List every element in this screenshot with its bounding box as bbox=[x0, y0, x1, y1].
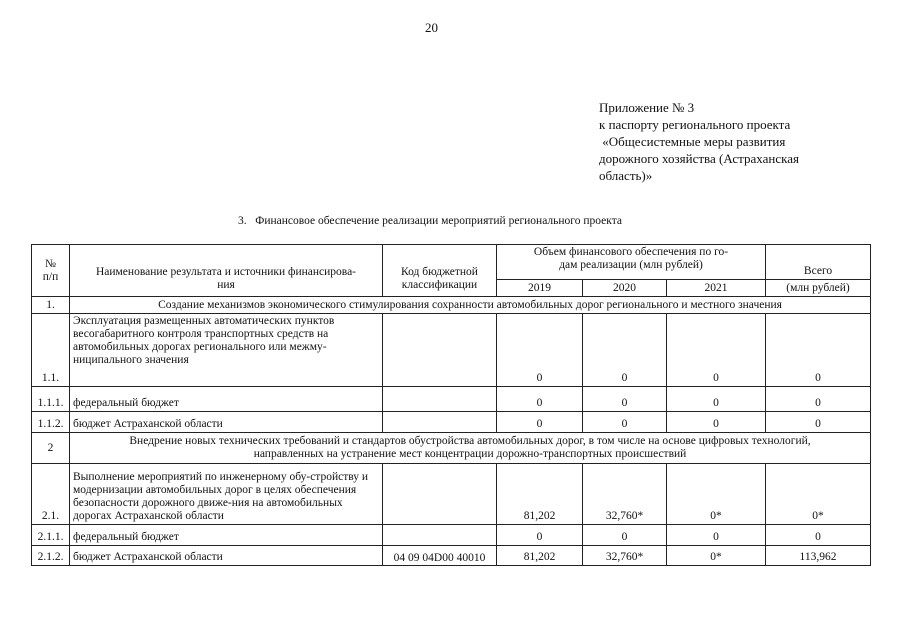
financing-table bbox=[31, 244, 871, 566]
row-name: бюджет Астраханской области bbox=[70, 546, 383, 566]
row-2019: 81,202 bbox=[497, 546, 583, 566]
row-total: 113,962 bbox=[766, 546, 871, 566]
section-title-line: Внедрение новых технических требований и стандартов обустройства автомобильных дорог, в том числе на основе цифровых технологий, bbox=[129, 435, 811, 447]
row-code bbox=[383, 464, 497, 525]
row-name: бюджет Астраханской области bbox=[70, 412, 383, 433]
row-name: федеральный бюджет bbox=[70, 525, 383, 546]
table-row bbox=[32, 525, 871, 546]
header-year-2021: 2021 bbox=[667, 280, 766, 297]
row-2019: 0 bbox=[497, 525, 583, 546]
row-2021: 0 bbox=[667, 412, 766, 433]
row-name: Выполнение мероприятий по инженерному обу-стройству и модернизации автомобильных дорог в целях обеспечения безопасности дорожного движе-ния на автомобильных дорогах Астраханской области bbox=[70, 464, 383, 525]
row-code bbox=[383, 525, 497, 546]
row-2019: 81,202 bbox=[497, 464, 583, 525]
header-volume-line: дам реализации (млн рублей) bbox=[559, 259, 703, 271]
row-2020: 0 bbox=[583, 412, 667, 433]
header-num-line: № bbox=[45, 257, 56, 270]
row-num: 1. bbox=[32, 297, 70, 314]
appendix-line: область)» bbox=[599, 168, 653, 183]
header-code-line: классификации bbox=[401, 278, 478, 291]
row-2020: 32,760* bbox=[583, 464, 667, 525]
table-row bbox=[32, 464, 871, 525]
section-row bbox=[32, 433, 871, 464]
row-2021: 0 bbox=[667, 387, 766, 412]
row-total: 0* bbox=[766, 464, 871, 525]
row-total: 0 bbox=[766, 387, 871, 412]
appendix-line: к паспорту регионального проекта bbox=[599, 117, 791, 132]
row-code bbox=[383, 412, 497, 433]
page-number: 20 bbox=[425, 20, 438, 35]
row-num: 2 bbox=[32, 433, 70, 464]
section-row bbox=[32, 297, 871, 314]
row-name: федеральный бюджет bbox=[70, 387, 383, 412]
header-name bbox=[70, 245, 383, 297]
row-total: 0 bbox=[766, 314, 871, 387]
header-num-line: п/п bbox=[42, 270, 59, 283]
header-volume bbox=[497, 245, 766, 280]
header-year-2020: 2020 bbox=[583, 280, 667, 297]
header-name-line: Наименование результата и источники финансирова- bbox=[95, 265, 357, 278]
row-num: 1.1. bbox=[32, 314, 70, 387]
header-num bbox=[32, 245, 70, 297]
row-code bbox=[383, 314, 497, 387]
row-2019: 0 bbox=[497, 314, 583, 387]
row-num: 1.1.2. bbox=[32, 412, 70, 433]
section-title-line: направленных на устранение мест концентрации дорожно-транспортных происшествий bbox=[253, 448, 687, 460]
row-code bbox=[383, 387, 497, 412]
header-code bbox=[383, 245, 497, 297]
header-name-line: ния bbox=[217, 278, 235, 291]
appendix-line: дорожного хозяйства (Астраханская bbox=[599, 151, 799, 166]
appendix-line: «Общесистемные меры развития bbox=[599, 134, 786, 149]
section-title-cell bbox=[70, 433, 871, 464]
row-2020: 0 bbox=[583, 314, 667, 387]
row-2019: 0 bbox=[497, 412, 583, 433]
row-2020: 32,760* bbox=[583, 546, 667, 566]
header-total-units: (млн рублей) bbox=[766, 280, 871, 297]
appendix-block bbox=[599, 99, 879, 184]
row-2021: 0 bbox=[667, 314, 766, 387]
table-row bbox=[32, 412, 871, 433]
section-title: 3. Финансовое обеспечение реализации мероприятий регионального проекта bbox=[238, 215, 622, 227]
row-2020: 0 bbox=[583, 387, 667, 412]
header-year-2019: 2019 bbox=[497, 280, 583, 297]
header-volume-line: Объем финансового обеспечения по го- bbox=[533, 246, 729, 258]
table-row bbox=[32, 314, 871, 387]
row-2021: 0 bbox=[667, 525, 766, 546]
row-total: 0 bbox=[766, 525, 871, 546]
header-code-line: Код бюджетной bbox=[401, 265, 478, 278]
row-num: 2.1. bbox=[32, 464, 70, 525]
row-2019: 0 bbox=[497, 387, 583, 412]
section-title-cell: Создание механизмов экономического стимулирования сохранности автомобильных дорог регионального и местного значения bbox=[70, 297, 871, 314]
row-2021: 0* bbox=[667, 464, 766, 525]
header-row bbox=[32, 245, 871, 280]
row-2020: 0 bbox=[583, 525, 667, 546]
row-num: 2.1.1. bbox=[32, 525, 70, 546]
table-row bbox=[32, 546, 871, 566]
row-num: 2.1.2. bbox=[32, 546, 70, 566]
appendix-line: Приложение № 3 bbox=[599, 100, 695, 115]
row-2021: 0* bbox=[667, 546, 766, 566]
row-num: 1.1.1. bbox=[32, 387, 70, 412]
table-row bbox=[32, 387, 871, 412]
row-code: 04 09 04D00 40010 bbox=[383, 546, 497, 566]
header-total: Всего bbox=[766, 245, 871, 280]
row-total: 0 bbox=[766, 412, 871, 433]
row-name: Эксплуатация размещенных автоматических пунктов весогабаритного контроля транспортных средств на автомобильных дорогах регионального или межму-ниципального значения bbox=[70, 314, 383, 387]
